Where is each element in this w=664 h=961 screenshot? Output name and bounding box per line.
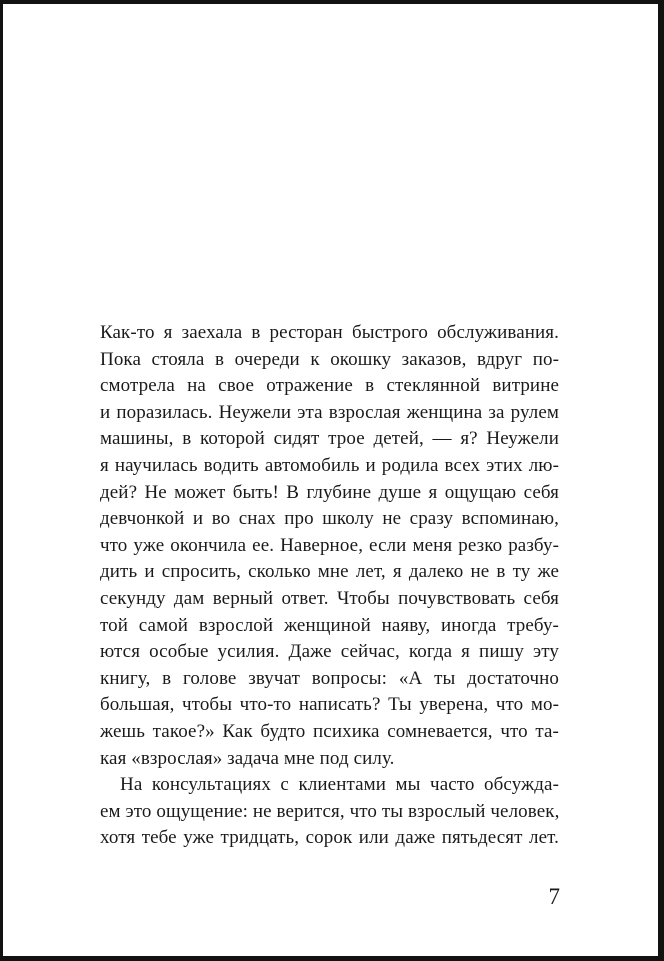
text-line: секунду дам верный ответ. Чтобы почувствовать себя xyxy=(100,587,559,609)
text-line: дить и спросить, сколько мне лет, я далеко не в ту же xyxy=(100,561,559,583)
paragraph xyxy=(100,772,559,852)
text-line: кая «взрослая» задача мне под силу. xyxy=(100,747,395,769)
text-line: я научилась водить автомобиль и родила всех этих лю- xyxy=(100,454,559,476)
text-line: большая, чтобы что-то написать? Ты уверена, что мо- xyxy=(100,694,559,716)
text-line: ются особые усилия. Даже сейчас, когда я пишу эту xyxy=(100,641,559,663)
text-line: Пока стояла в очереди к окошку заказов, вдруг по- xyxy=(100,348,559,370)
text-line: смотрела на свое отражение в стеклянной витрине xyxy=(100,375,559,397)
text-line: что уже окончила ее. Наверное, если меня резко разбу- xyxy=(100,534,559,556)
text-line: книгу, в голове звучат вопросы: «А ты достаточно xyxy=(100,667,559,689)
text-line: ем это ощущение: не верится, что ты взрослый человек, xyxy=(100,800,560,822)
text-line: жешь такое?» Как будто психика сомневается, что та- xyxy=(100,720,559,742)
paragraph xyxy=(100,320,559,772)
page-number: 7 xyxy=(548,884,560,909)
text-line: и поразилась. Неужели эта взрослая женщина за рулем xyxy=(100,401,559,423)
text-line: хотя тебе уже тридцать, сорок или даже пятьдесят лет. xyxy=(100,827,559,849)
text-line: дей? Не может быть! В глубине душе я ощущаю себя xyxy=(100,481,559,503)
text-line: той самой взрослой женщиной наяву, иногда требу- xyxy=(100,614,559,636)
text-line: Как-то я заехала в ресторан быстрого обслуживания. xyxy=(100,322,559,343)
text-block xyxy=(100,320,559,852)
text-line: На консультациях с клиентами мы часто обсужда- xyxy=(120,774,559,796)
text-line: машины, в которой сидят трое детей, — я? Неужели xyxy=(100,428,559,450)
text-line: девчонкой и во снах про школу не сразу вспоминаю, xyxy=(100,508,559,530)
